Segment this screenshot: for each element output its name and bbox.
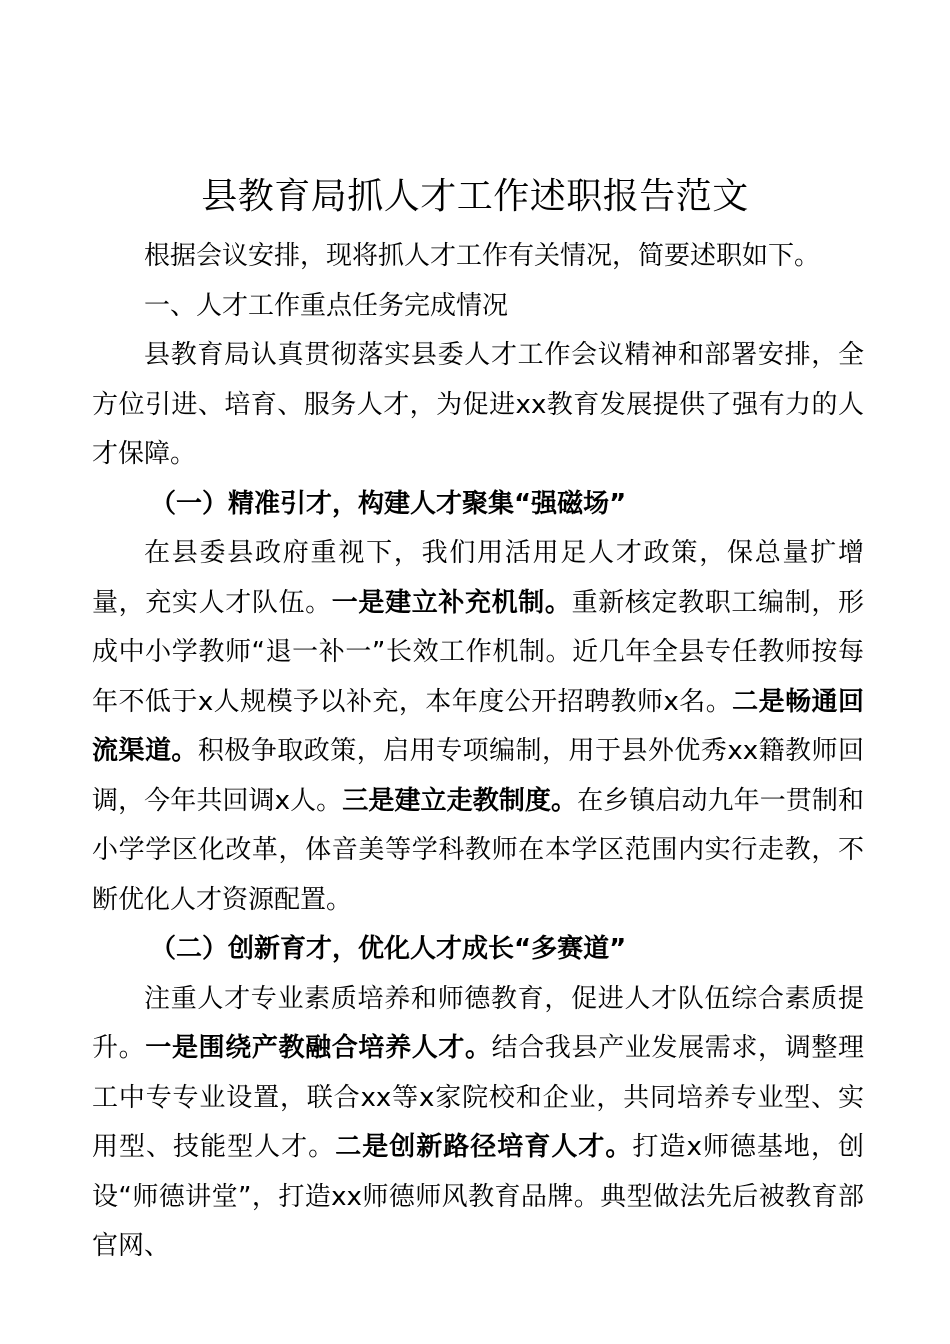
paragraph-text: 在县委县政府重视下，我们用活用足人才政策，保总量扩增量，充实人才队伍。 bbox=[92, 538, 864, 618]
subsection-heading-2: （二）创新育才，优化人才成长“多赛道” bbox=[150, 934, 627, 964]
document-title: 县教育局抓人才工作述职报告范文 bbox=[201, 176, 749, 217]
bold-point-4: 一是围绕产教融合培养人才。 bbox=[145, 1033, 492, 1063]
paragraph-text: 积极争取政策，启用专项编制，用于县外优秀xx籍教师回调，今年共回调x人。 bbox=[92, 736, 864, 816]
intro-paragraph: 根据会议安排，现将抓人才工作有关情况，简要述职如下。 bbox=[144, 241, 821, 271]
section-heading: 一、人才工作重点任务完成情况 bbox=[144, 290, 509, 321]
paragraph-text: 注重人才专业素质培养和师德教育，促进人才队伍综合素质提升。 bbox=[92, 983, 864, 1063]
paragraph-text: 打造x师德基地，创设“师德讲堂”，打造xx师德师风教育品牌。典型做法先后被教育部官网、 bbox=[92, 1132, 864, 1261]
bold-point-1: 一是建立补充机制。 bbox=[331, 587, 572, 618]
section-paragraph: 县教育局认真贯彻落实县委人才工作会议精神和部署安排，全方位引进、培育、服务人才，为促进xx教育发展提供了强有力的人才保障。 bbox=[92, 340, 864, 469]
paragraph-text: 结合我县产业发展需求，调整理工中专专业设置，联合xx等x家院校和企业，共同培养专业型、实用型、技能型人才。 bbox=[92, 1033, 864, 1162]
subsection-1-paragraph bbox=[92, 529, 864, 925]
paragraph-text: 在乡镇启动九年一贯制和小学学区化改革，体音美等学科教师在本学区范围内实行走教，不断优化人才资源配置。 bbox=[92, 785, 864, 915]
subsection-heading-1: （一）精准引才，构建人才聚集“强磁场” bbox=[150, 488, 627, 519]
bold-point-5: 二是创新路径培育人才。 bbox=[335, 1132, 633, 1162]
bold-point-3: 三是建立走教制度。 bbox=[342, 785, 578, 816]
paragraph-text: 重新核定教职工编制，形成中小学教师“退一补一”长效工作机制。近几年全县专任教师按每年不低于x人规模予以补充，本年度公开招聘教师x名。 bbox=[92, 587, 864, 717]
subsection-2-paragraph bbox=[92, 975, 864, 1272]
bold-point-2: 二是畅通回流渠道。 bbox=[92, 686, 864, 766]
document-body bbox=[92, 232, 864, 1272]
